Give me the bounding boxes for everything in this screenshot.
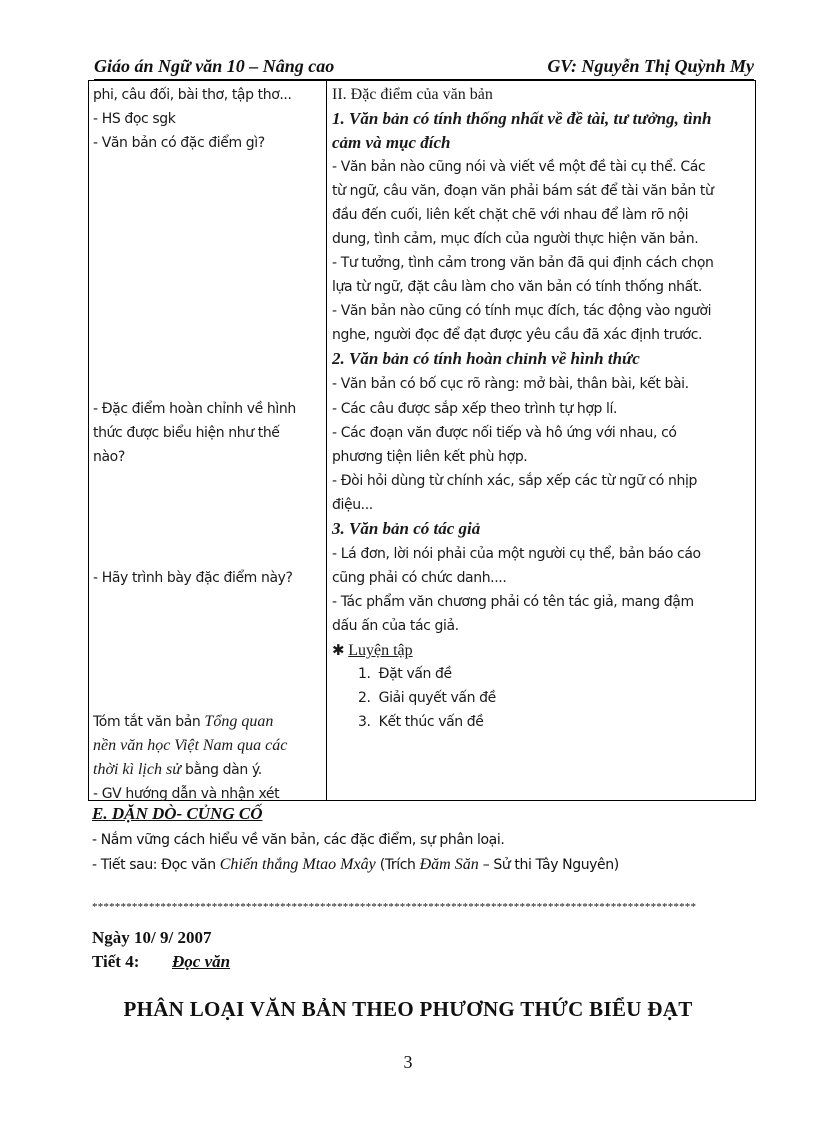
list-text: Đặt vấn đề (378, 666, 452, 682)
left-line: thức được biểu hiện như thế (93, 425, 280, 441)
content-line: đầu đến cuối, liên kết chặt chẽ với nhau để làm rõ nội (332, 207, 689, 223)
lesson-type: Đọc văn (172, 952, 231, 971)
list-item (358, 710, 483, 734)
asterisk-bullet-icon: ✱ (332, 641, 345, 659)
subheading: 1. Văn bản có tính thống nhất về đề tài, tư tưởng, tình (332, 109, 712, 128)
lesson-table (88, 80, 756, 801)
summary-text: Tóm tắt văn bản (93, 714, 205, 730)
epic-title: Đăm Săn (419, 856, 479, 873)
subheading: 2. Văn bản có tính hoàn chỉnh về hình thức (332, 349, 640, 368)
subheading: cảm và mục đích (332, 133, 451, 152)
list-number: 2. (358, 690, 371, 706)
content-line: dung, tình cảm, mục đích của người thực hiện văn bản. (332, 231, 699, 247)
summary-work-title: Tổng quan (204, 713, 274, 730)
left-line: - Đặc điểm hoàn chỉnh về hình (93, 401, 296, 417)
page-number: 3 (403, 1052, 413, 1072)
list-item (358, 686, 496, 710)
list-item (358, 662, 452, 686)
homework-text: - Tiết sau: Đọc văn (92, 857, 220, 873)
list-text: Kết thúc vấn đề (378, 714, 484, 730)
homework-line (92, 856, 619, 874)
column-divider (326, 81, 327, 800)
content-line: - Tác phẩm văn chương phải có tên tác giả, mang đậm (332, 594, 694, 610)
practice-heading (332, 638, 413, 663)
left-line: - GV hướng dẫn và nhận xét (93, 786, 280, 802)
content-line: - Các đoạn văn được nối tiếp và hô ứng với nhau, có (332, 425, 677, 441)
summary-line (93, 710, 273, 734)
content-line: - Tư tưởng, tình cảm trong văn bản đã qui định cách chọn (332, 255, 714, 271)
lesson-date: Ngày 10/ 9/ 2007 (92, 928, 212, 947)
summary-work-title-cont: nền văn học Việt Nam qua các (93, 737, 288, 754)
content-line: dấu ấn của tác giả. (332, 618, 459, 634)
content-line: - Văn bản nào cũng có tính mục đích, tác động vào người (332, 303, 712, 319)
left-line: phi, câu đối, bài thơ, tập thơ... (93, 87, 292, 103)
section-heading: II. Đặc điểm của văn bản (332, 86, 493, 103)
header-teacher: GV: Nguyễn Thị Quỳnh My (547, 56, 754, 76)
content-line: nghe, người đọc để đạt được yêu cầu đã xác định trước. (332, 327, 703, 343)
homework-text: (Trích (375, 857, 420, 873)
content-line: - Văn bản nào cũng nói và viết về một đề tài cụ thể. Các (332, 159, 706, 175)
summary-line (93, 758, 262, 782)
list-text: Giải quyết vấn đề (378, 690, 496, 706)
summary-text: bằng dàn ý. (180, 762, 262, 778)
homework-line: - Nắm vững cách hiểu về văn bản, các đặc điểm, sự phân loại. (92, 832, 505, 848)
left-line: - Văn bản có đặc điểm gì? (93, 135, 265, 151)
subheading: 3. Văn bản có tác giả (332, 519, 481, 538)
left-line: - HS đọc sgk (93, 111, 176, 127)
content-line: từ ngữ, câu văn, đoạn văn phải bám sát để tài văn bản từ (332, 183, 714, 199)
lesson-label: Tiết 4: (92, 952, 140, 971)
content-line: - Văn bản có bố cục rõ ràng: mở bài, thân bài, kết bài. (332, 376, 689, 392)
content-line: - Các câu được sắp xếp theo trình tự hợp lí. (332, 401, 618, 417)
lesson-title: PHÂN LOẠI VĂN BẢN THEO PHƯƠNG THỨC BIỂU ĐẠT (123, 997, 693, 1021)
next-lesson-title: Chiến thắng Mtao Mxây (219, 856, 376, 873)
page-header (94, 52, 754, 79)
header-course-title: Giáo án Ngữ văn 10 – Nâng cao (94, 56, 335, 76)
content-line: - Lá đơn, lời nói phải của một người cụ thể, bản báo cáo (332, 546, 701, 562)
homework-heading: E. DẶN DÒ- CỦNG CỐ (92, 804, 263, 823)
content-line: - Đòi hỏi dùng từ chính xác, sắp xếp các từ ngữ có nhịp (332, 473, 697, 489)
list-number: 1. (358, 666, 371, 682)
content-line: phương tiện liên kết phù hợp. (332, 449, 528, 465)
separator-stars: ********************************************************************************************************** (92, 901, 697, 913)
list-number: 3. (358, 714, 371, 730)
content-line: điệu... (332, 497, 373, 513)
content-line: cũng phải có chức danh.... (332, 570, 507, 586)
practice-label: Luyện tập (348, 642, 413, 659)
homework-text: – Sử thi Tây Nguyên) (478, 857, 619, 873)
left-line: nào? (93, 449, 125, 465)
summary-work-title-end: thời kì lịch sử (93, 761, 181, 778)
left-line: - Hãy trình bày đặc điểm này? (93, 570, 293, 586)
content-line: lựa từ ngữ, đặt câu làm cho văn bản có tính thống nhất. (332, 279, 702, 295)
